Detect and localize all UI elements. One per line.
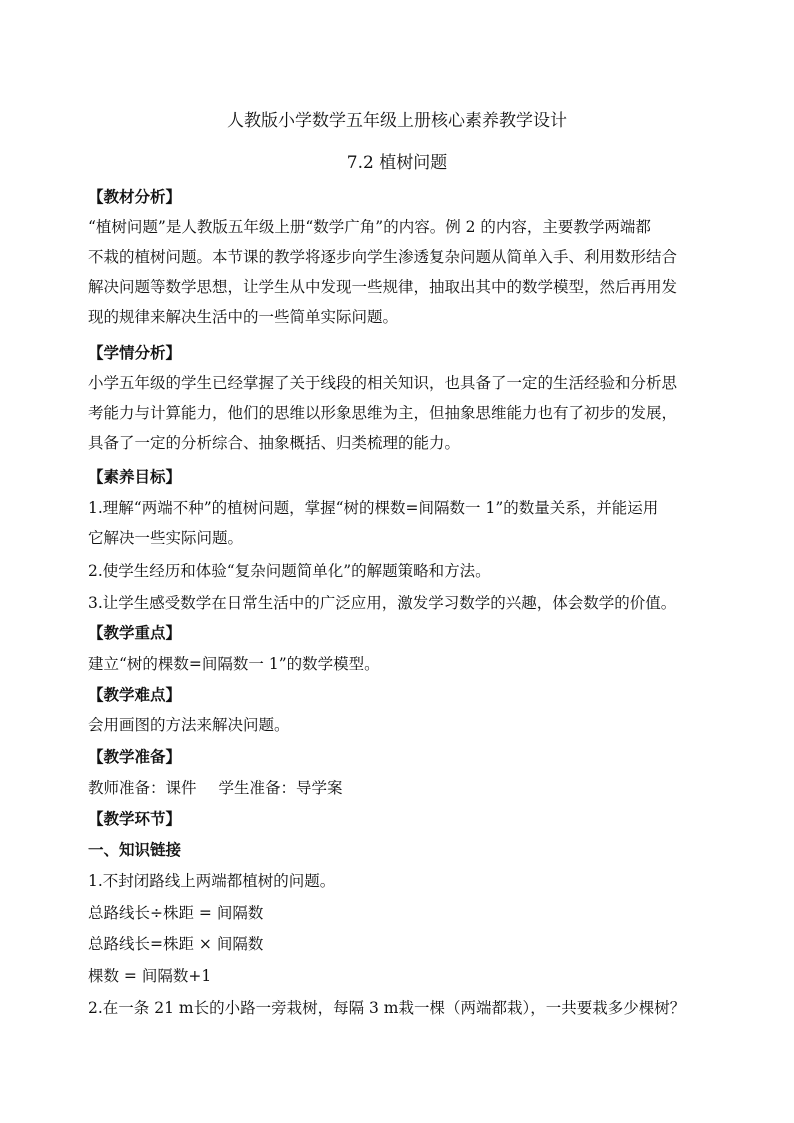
heading-preparation: 【教学准备】 bbox=[88, 747, 182, 766]
paragraph-line: “植树问题”是人教版五年级上册“数学广角”的内容。例 2 的内容，主要教学两端都 bbox=[88, 218, 651, 236]
goal-line: 1.理解“两端不种”的植树问题，掌握“树的棵数=间隔数一 1”的数量关系，并能运用 bbox=[88, 499, 659, 517]
paragraph-line: 不栽的植树问题。本节课的教学将逐步向学生渗透复杂问题从简单入手、利用数形结合 bbox=[88, 248, 678, 266]
paragraph-line: 小学五年级的学生已经掌握了关于线段的相关知识，也具备了一定的生活经验和分析思 bbox=[88, 374, 678, 392]
goal-line: 它解决一些实际问题。 bbox=[88, 529, 244, 547]
heading-goals: 【素养目标】 bbox=[88, 467, 182, 486]
formula-line: 总路线长=株距 × 间隔数 bbox=[88, 935, 264, 953]
goal-line: 3.让学生感受数学在日常生活中的广泛应用，激发学习数学的兴趣，体会数学的价值。 bbox=[88, 594, 677, 612]
key-point-line: 建立“树的棵数=间隔数一 1”的数学模型。 bbox=[88, 655, 380, 673]
problem-line: 2.在一条 21 m长的小路一旁栽树，每隔 3 m栽一棵（两端都栽），一共要栽多少棵树？ bbox=[88, 999, 686, 1017]
paragraph-line: 现的规律来解决生活中的一些简单实际问题。 bbox=[88, 308, 399, 326]
heading-textbook-analysis: 【教材分析】 bbox=[88, 187, 182, 206]
paragraph-line: 考能力与计算能力，他们的思维以形象思维为主，但抽象思维能力也有了初步的发展， bbox=[88, 404, 678, 422]
document-title: 人教版小学数学五年级上册核心素养教学设计 bbox=[227, 111, 567, 131]
paragraph-line: 解决问题等数学思想，让学生从中发现一些规律，抽取出其中的数学模型，然后再用发 bbox=[88, 278, 678, 296]
heading-knowledge-link: 一、知识链接 bbox=[88, 840, 182, 859]
teacher-preparation: 教师准备：课件 bbox=[88, 779, 197, 797]
student-preparation: 学生准备：导学案 bbox=[218, 779, 343, 797]
heading-difficulties: 【教学难点】 bbox=[88, 685, 182, 704]
lesson-title: 7.2 植树问题 bbox=[346, 153, 448, 173]
process-line: 1.不封闭路线上两端都植树的问题。 bbox=[88, 872, 336, 890]
formula-line: 棵数 = 间隔数+1 bbox=[88, 967, 212, 985]
heading-process: 【教学环节】 bbox=[88, 809, 182, 828]
difficulty-line: 会用画图的方法来解决问题。 bbox=[88, 716, 290, 734]
heading-key-points: 【教学重点】 bbox=[88, 623, 182, 642]
goal-line: 2.使学生经历和体验“复杂问题简单化”的解题策略和方法。 bbox=[88, 562, 491, 580]
heading-learner-analysis: 【学情分析】 bbox=[88, 343, 182, 362]
preparation-line bbox=[88, 777, 708, 799]
paragraph-line: 具备了一定的分析综合、抽象概括、归类梳理的能力。 bbox=[88, 434, 461, 452]
formula-line: 总路线长÷株距 = 间隔数 bbox=[88, 904, 264, 922]
